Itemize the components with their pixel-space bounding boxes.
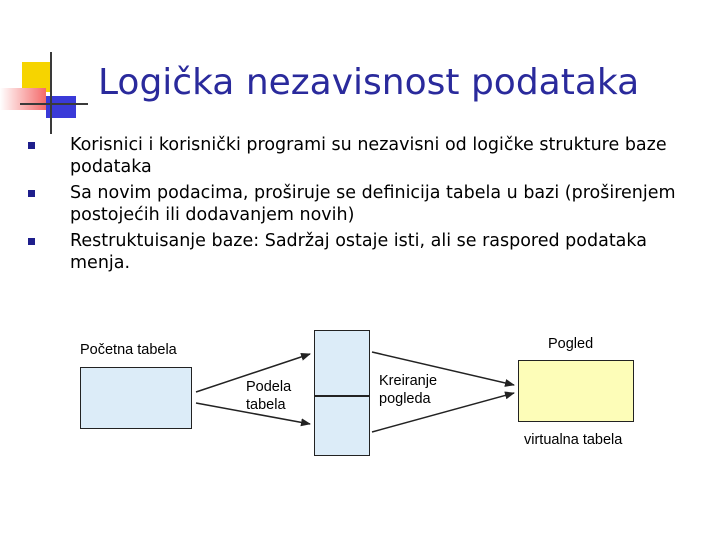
- virtualna-tabela-label: virtualna tabela: [524, 432, 623, 448]
- arrow-top-to-view: [372, 352, 514, 385]
- bullet-text: Korisnici i korisnički programi su nezavisni od logičke strukture baze podataka: [70, 135, 667, 177]
- kreiranje-pogleda-label: Kreiranje pogleda: [379, 373, 438, 407]
- pogled-label: Pogled: [548, 336, 594, 352]
- podela-tabela-label: Podela tabela: [246, 379, 292, 413]
- bullet-text: Sa novim podacima, proširuje se definicija tabela u bazi (proširenjem postojećih ili dodavanjem novih): [70, 183, 676, 225]
- arrow-bottom-to-view: [372, 393, 514, 432]
- pocetna-tabela-label: Početna tabela: [80, 342, 177, 358]
- arrow-to-top-split: [196, 354, 310, 392]
- arrow-to-bottom-split: [196, 403, 310, 424]
- slide-title: Logička nezavisnost podataka: [98, 62, 640, 103]
- bullet-text: Restruktuisanje baze: Sadržaj ostaje isti, ali se raspored podataka menja.: [70, 231, 647, 273]
